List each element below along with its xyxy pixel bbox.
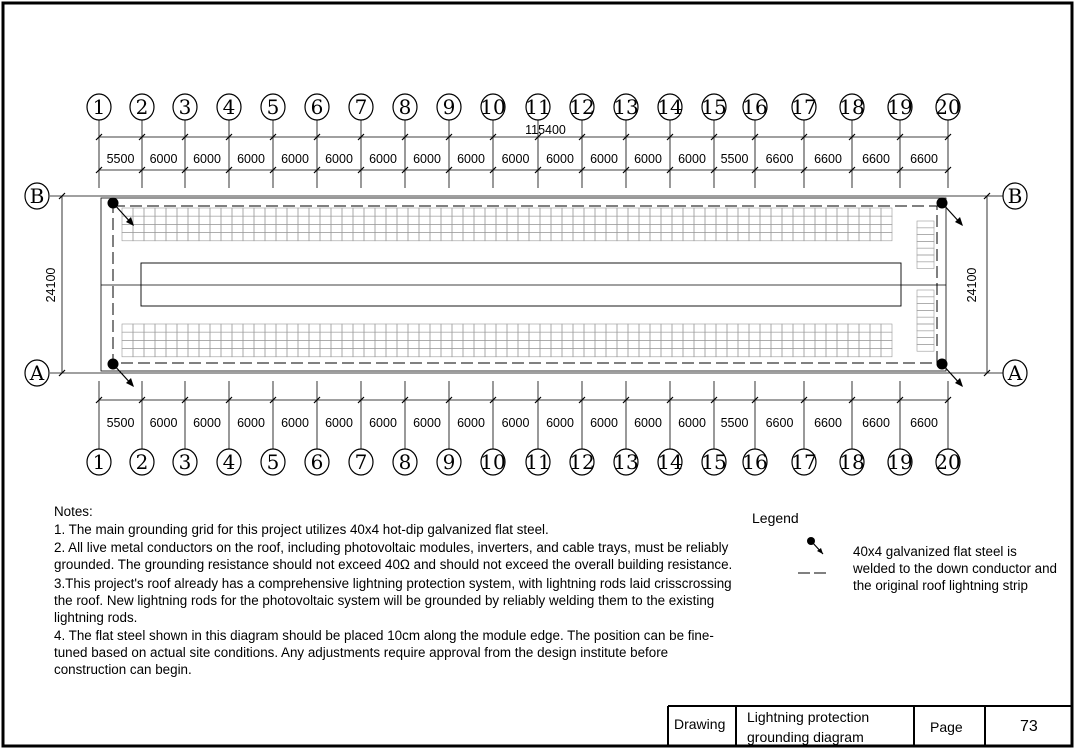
row-b-label-left: B — [29, 184, 45, 208]
grid-bubble-top-3-label: 3 — [178, 95, 192, 119]
grid-bubble-bottom-14-label: 14 — [657, 450, 683, 474]
grid-bubble-bottom-19-label: 19 — [887, 450, 913, 474]
note-1: 1. The main grounding grid for this project utilizes 40x4 hot-dip galvanized flat steel. — [54, 522, 549, 537]
span-dim-bottom-15: 5500 — [720, 416, 749, 430]
span-dim-top-14: 6000 — [678, 152, 706, 166]
grid-bubble-bottom-15-label: 15 — [701, 450, 727, 474]
grid-bubble-bottom-9-label: 9 — [442, 450, 456, 474]
legend-symbols — [790, 534, 840, 584]
grid-bubble-bottom-16-label: 16 — [742, 450, 768, 474]
roof-plan — [25, 94, 1027, 475]
grid-bubble-top-17-label: 17 — [791, 95, 817, 119]
span-dim-top-15: 5500 — [720, 152, 749, 166]
grid-bubble-bottom-7-label: 7 — [354, 450, 368, 474]
pv-array-top — [122, 208, 892, 241]
grid-bubble-top-18-label: 18 — [839, 95, 865, 119]
span-dim-top-8: 6000 — [413, 152, 441, 166]
grid-bubble-bottom-18-label: 18 — [839, 450, 865, 474]
grid-bubble-top-12-label: 12 — [569, 95, 595, 119]
roof-ridge-block — [141, 263, 901, 306]
grid-bubble-bottom-2-label: 2 — [135, 450, 149, 474]
roof-outline — [101, 198, 946, 371]
grid-bubble-top-1-label: 1 — [92, 95, 106, 119]
row-a-label-right: A — [1007, 361, 1023, 385]
grounding-loop-dashed — [113, 206, 937, 363]
note-3: 3.This project's roof already has a comprehensive lightning protection system, with lightning rods laid crisscrossing the roof. New lightning rods for the photovoltaic system will be grounded by reliably welding them to the existing lightning rods. — [54, 576, 732, 625]
legend-title: Legend — [752, 510, 799, 526]
grid-bubble-bottom-3-label: 3 — [178, 450, 192, 474]
pv-array-bottom — [122, 324, 892, 357]
span-dim-bottom-12: 6000 — [590, 416, 618, 430]
grid-bubble-bottom-1-label: 1 — [92, 450, 106, 474]
grid-bubble-top-20-label: 20 — [935, 95, 961, 119]
grid-bubble-top-5-label: 5 — [266, 95, 280, 119]
title-block-page-label: Page — [930, 719, 963, 735]
span-dim-top-3: 6000 — [193, 152, 221, 166]
span-dim-bottom-11: 6000 — [546, 416, 574, 430]
span-dim-bottom-9: 6000 — [457, 416, 485, 430]
grid-bubble-bottom-5-label: 5 — [266, 450, 280, 474]
grid-bubble-bottom-20-label: 20 — [935, 450, 961, 474]
span-dim-bottom-4: 6000 — [237, 416, 265, 430]
notes-heading: Notes: — [54, 504, 93, 519]
notes-block — [54, 503, 744, 679]
grid-bubble-top-19-label: 19 — [887, 95, 913, 119]
pv-array-side — [917, 221, 934, 351]
grid-bubble-top-10-label: 10 — [480, 95, 506, 119]
span-dim-top-11: 6000 — [546, 152, 574, 166]
grid-bubble-bottom-4-label: 4 — [222, 450, 236, 474]
legend-description: 40x4 galvanized flat steel is welded to the down conductor and the original roof lightning strip — [853, 544, 1057, 593]
span-dim-top-7: 6000 — [369, 152, 397, 166]
span-dim-bottom-6: 6000 — [325, 416, 353, 430]
span-dim-bottom-19: 6600 — [910, 416, 938, 430]
span-dim-bottom-3: 6000 — [193, 416, 221, 430]
span-dim-bottom-18: 6600 — [862, 416, 890, 430]
row-b-label-right: B — [1007, 184, 1023, 208]
span-dim-bottom-8: 6000 — [413, 416, 441, 430]
grid-bubble-bottom-13-label: 13 — [613, 450, 639, 474]
grid-bubble-bottom-6-label: 6 — [310, 450, 324, 474]
span-dim-top-16: 6600 — [765, 152, 794, 166]
span-dim-bottom-7: 6000 — [369, 416, 397, 430]
grid-bubble-top-6-label: 6 — [310, 95, 324, 119]
span-dim-bottom-16: 6600 — [765, 416, 794, 430]
grid-bubble-bottom-8-label: 8 — [398, 450, 412, 474]
span-dim-top-10: 6000 — [501, 152, 530, 166]
grid-bubble-top-14-label: 14 — [657, 95, 683, 119]
grid-bubble-bottom-10-label: 10 — [480, 450, 506, 474]
grid-bubble-top-2-label: 2 — [135, 95, 149, 119]
grid-bubble-top-16-label: 16 — [742, 95, 768, 119]
span-dim-top-18: 6600 — [862, 152, 890, 166]
span-dim-top-12: 6000 — [590, 152, 618, 166]
span-dim-top-9: 6000 — [457, 152, 485, 166]
note-4: 4. The flat steel shown in this diagram should be placed 10cm along the module edge. The position can be fine-tuned based on actual site conditions. Any adjustments require approval from the design institute before construction can begin. — [54, 628, 714, 677]
note-2: 2. All live metal conductors on the roof, including photovoltaic modules, inverters, and cable trays, must be reliably grounded. The grounding resistance should not exceed 40Ω and should not exceed the overall building resistance. — [54, 540, 733, 572]
span-dim-bottom-10: 6000 — [501, 416, 530, 430]
span-dim-top-1: 5500 — [106, 152, 135, 166]
title-block-drawing-label: Drawing — [674, 716, 726, 732]
span-dim-top-13: 6000 — [634, 152, 662, 166]
grid-bubble-top-15-label: 15 — [701, 95, 727, 119]
grid-bubble-top-4-label: 4 — [222, 95, 236, 119]
overall-dimension: 115400 — [525, 123, 566, 137]
grid-bubble-top-7-label: 7 — [354, 95, 368, 119]
span-dim-top-17: 6600 — [814, 152, 842, 166]
span-dim-bottom-13: 6000 — [634, 416, 662, 430]
span-dim-top-19: 6600 — [910, 152, 938, 166]
depth-dimension-left: 24100 — [44, 267, 58, 303]
span-dim-top-6: 6000 — [325, 152, 353, 166]
grid-bubble-top-8-label: 8 — [398, 95, 412, 119]
span-dim-bottom-17: 6600 — [814, 416, 842, 430]
span-dim-bottom-1: 5500 — [106, 416, 135, 430]
grid-bubble-top-11-label: 11 — [525, 95, 551, 119]
span-dim-top-2: 6000 — [149, 152, 178, 166]
span-dim-bottom-2: 6000 — [149, 416, 178, 430]
row-a-label-left: A — [29, 361, 45, 385]
grid-bubble-top-13-label: 13 — [613, 95, 639, 119]
grid-bubble-bottom-12-label: 12 — [569, 450, 595, 474]
depth-dimension-right: 24100 — [965, 267, 979, 303]
title-block-drawing-name: Lightning protection grounding diagram — [747, 709, 870, 745]
span-dim-top-4: 6000 — [237, 152, 265, 166]
grid-bubble-bottom-11-label: 11 — [525, 450, 551, 474]
span-dim-bottom-14: 6000 — [678, 416, 706, 430]
grid-bubble-top-9-label: 9 — [442, 95, 456, 119]
span-dim-top-5: 6000 — [281, 152, 309, 166]
grid-bubble-bottom-17-label: 17 — [791, 450, 817, 474]
span-dim-bottom-5: 6000 — [281, 416, 309, 430]
title-block-page-number: 73 — [1020, 718, 1038, 735]
